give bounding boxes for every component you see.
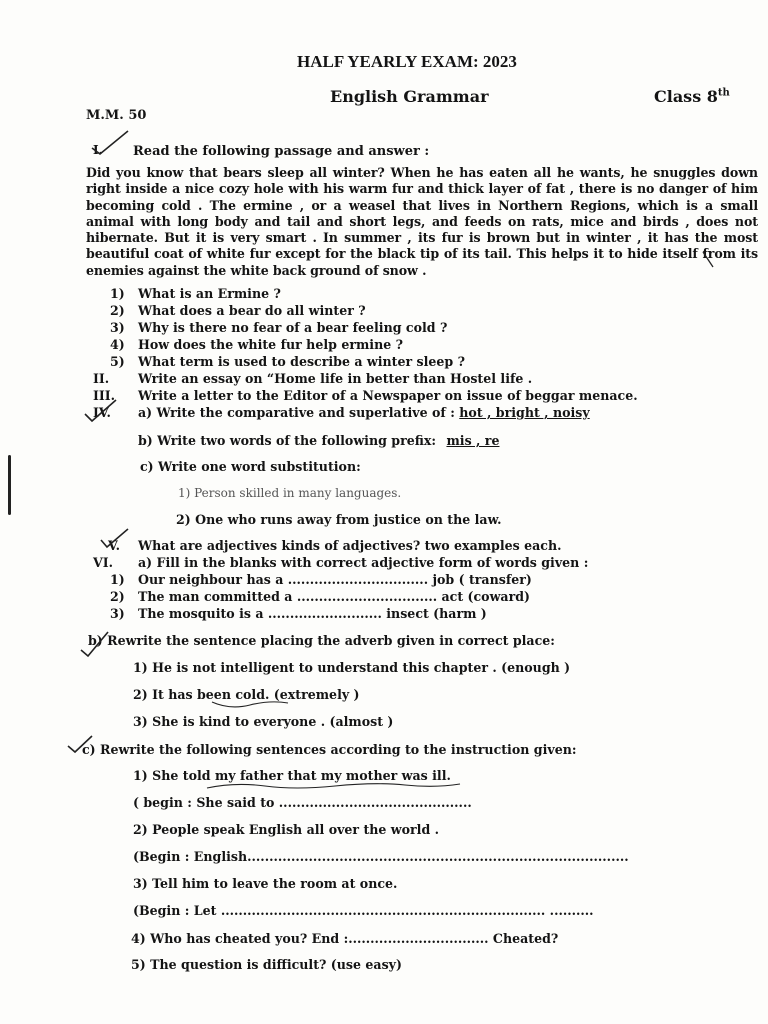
tick-mark-icon xyxy=(88,128,138,156)
class-label xyxy=(654,87,730,106)
subject-title: English Grammar xyxy=(330,87,489,106)
q3-number: III. xyxy=(93,388,116,403)
q1-question-text: How does the white fur help ermine ? xyxy=(138,337,404,352)
q4-a-text: a) Write the comparative and superlative of : xyxy=(138,405,455,420)
q5-text: What are adjectives kinds of adjectives? two examples each. xyxy=(138,538,562,553)
q4-c-text: c) Write one word substitution: xyxy=(140,459,361,474)
q6-item-text: The man committed a ................................ act (coward) xyxy=(138,589,530,604)
q1-number: I. xyxy=(93,143,103,157)
q6-item-text: Our neighbour has a ................................ job ( transfer) xyxy=(138,572,532,587)
tick-mark-icon xyxy=(82,396,122,424)
q6-c-item: (Begin : English....................................................................................... xyxy=(133,849,629,864)
q6-b-item: 2) It has been cold. (extremely ) xyxy=(133,687,360,702)
pen-slash-icon xyxy=(700,250,716,270)
q4-b xyxy=(138,433,499,448)
pen-underline-icon xyxy=(210,697,290,711)
q6-b-item: 1) He is not intelligent to understand this chapter . (enough ) xyxy=(133,660,571,675)
class-label-text: Class 8 xyxy=(654,87,718,106)
q1-instruction: Read the following passage and answer : xyxy=(133,144,430,159)
q4-b-words: mis , re xyxy=(446,433,500,448)
class-label-sup: th xyxy=(717,87,730,99)
pen-underline-icon xyxy=(205,780,465,794)
q6-b-text: b) Rewrite the sentence placing the adverb given in correct place: xyxy=(88,633,555,648)
q1-question-text: What term is used to describe a winter sleep ? xyxy=(138,354,465,369)
q6-b-item: 3) She is kind to everyone . (almost ) xyxy=(133,714,394,729)
q6-c-item: 5) The question is difficult? (use easy) xyxy=(131,957,402,972)
tick-mark-icon xyxy=(98,526,134,550)
q1-question-num: 1) xyxy=(110,286,125,301)
q3-text: Write a letter to the Editor of a Newspaper on issue of beggar menace. xyxy=(138,388,638,403)
q6-c-item: ( begin : She said to ............................................ xyxy=(133,795,472,810)
q4-c2: 2) One who runs away from justice on the law. xyxy=(176,512,502,527)
q6-item-num: 2) xyxy=(110,589,125,604)
tick-mark-icon xyxy=(66,732,96,758)
q6-c-item: 2) People speak English all over the world . xyxy=(133,822,440,837)
q2-number: II. xyxy=(93,371,110,386)
q4-a xyxy=(138,405,590,420)
q6-c-text: c) Rewrite the following sentences according to the instruction given: xyxy=(82,742,577,757)
q4-a-words: hot , bright , noisy xyxy=(459,405,590,420)
q6-item-text: The mosquito is a .......................... insect (harm ) xyxy=(138,606,487,621)
q1-question-num: 4) xyxy=(110,337,125,352)
exam-title: HALF YEARLY EXAM: 2023 xyxy=(297,52,517,71)
q5-number: V. xyxy=(108,538,120,553)
q6-c-item: 1) She told my father that my mother was ill. xyxy=(133,768,451,783)
q6-c-item: 3) Tell him to leave the room at once. xyxy=(133,876,398,891)
q4-c1: 1) Person skilled in many languages. xyxy=(178,486,402,500)
max-marks: M.M. 50 xyxy=(86,108,147,123)
q6-item-num: 1) xyxy=(110,572,125,587)
q1-question-text: Why is there no fear of a bear feeling cold ? xyxy=(138,320,448,335)
q6-item-num: 3) xyxy=(110,606,125,621)
q1-passage: Did you know that bears sleep all winter? When he has eaten all he wants, he snuggles down right inside a nice cozy hole with his warm fur and thick layer of fat , there is no danger of him becoming cold . The ermine , or a weasel that lives in Northern Regions, which is a small animal with long body and tail and short legs, and feeds on rats, mice and birds , does not hibernate. But it is very smart . In summer , its fur is brown but in winter , it has the most beautiful coat of white fur except for the black tip of its tail. This helps it to hide itself from its enemies against the white back ground of snow . xyxy=(86,165,758,278)
q2-text: Write an essay on “Home life in better than Hostel life . xyxy=(138,371,533,386)
q1-question-num: 3) xyxy=(110,320,125,335)
q4-b-text: b) Write two words of the following prefix: xyxy=(138,433,437,448)
q1-question-text: What does a bear do all winter ? xyxy=(138,303,366,318)
q1-question-num: 5) xyxy=(110,354,125,369)
margin-pen-line xyxy=(8,455,11,515)
q1-question-num: 2) xyxy=(110,303,125,318)
q6-c-item: 4) Who has cheated you? End :................................ Cheated? xyxy=(131,931,559,946)
q6-a-text: a) Fill in the blanks with correct adjective form of words given : xyxy=(138,555,589,570)
q1-question-text: What is an Ermine ? xyxy=(138,286,281,301)
q4-number: IV. xyxy=(93,405,111,420)
q6-c-item: (Begin : Let .......................................................................... .......... xyxy=(133,903,594,918)
q6-number: VI. xyxy=(93,555,114,570)
tick-mark-icon xyxy=(78,628,114,658)
